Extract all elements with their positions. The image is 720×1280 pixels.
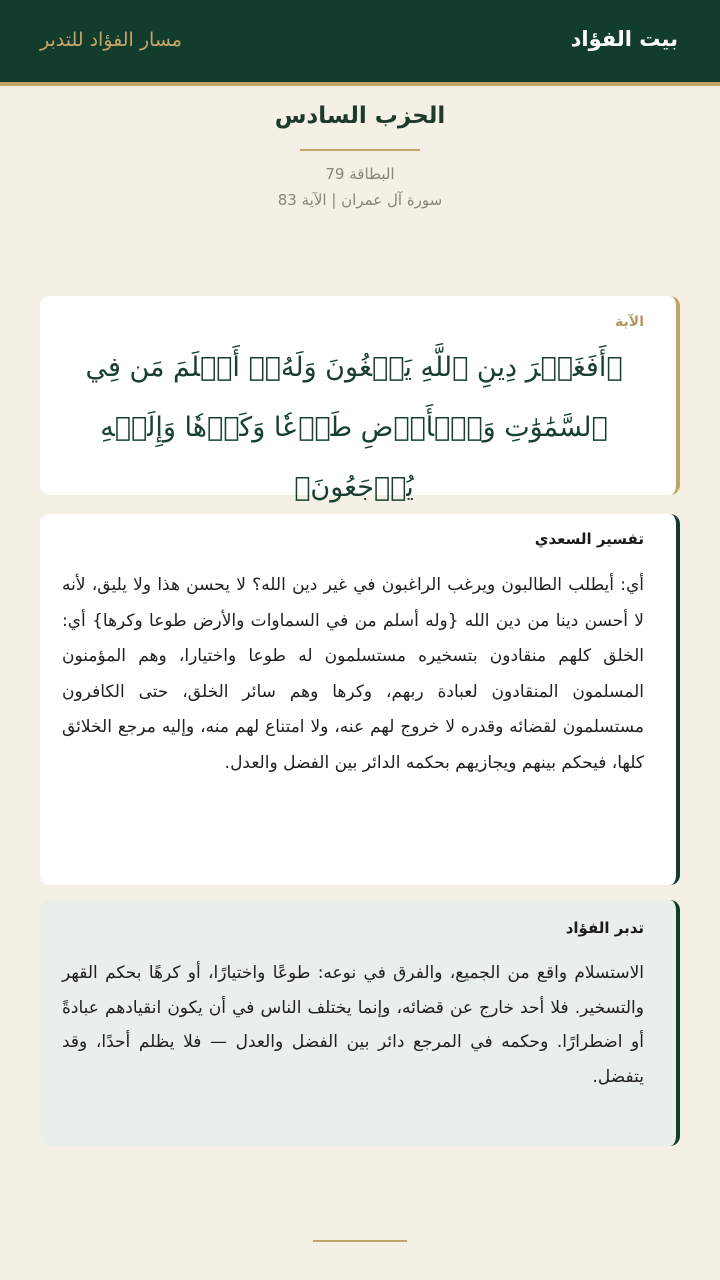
verse-card-label: الآية — [615, 314, 644, 330]
tafsir-text: أي: أيطلب الطالبون ويرغب الراغبون في غير دين الله؟ لا يحسن هذا ولا يليق، لأنه لا أحسن دينا من دين الله {وله أسلم من في السماوات والأرض طوعا وكرها} أي: الخلق كلهم منقادون بتسخيره مستسلمون له طوعا واختيارا، وهم المؤمنون المسلمون المنقادون لعبادة ربهم، وكرها وهم سائر الخلق، حتى الكافرون مستسلمون لقضائه وقدره لا خروج لهم عنه، ولا امتناع لهم منه، وإليه مرجع الخلائق كلها، فيحكم بينهم ويجازيهم بحكمه الدائر بين الفضل والعدل. — [62, 575, 644, 773]
footer-divider — [313, 1240, 407, 1242]
title-divider — [300, 149, 420, 151]
tafsir-card-label: تفسير السعدي — [534, 530, 644, 548]
verse-text: ﴿أَفَغَيۡرَ دِينِ ٱللَّهِ يَبۡغُونَ وَلَهُۥٓ أَسۡلَمَ مَن فِي ٱلسَّمَٰوَٰتِ وَٱلۡأَرۡضِ طَوۡعٗا وَكَرۡهٗا وَإِلَيۡهِ يُرۡجَعُونَ﴾ — [85, 352, 623, 503]
tadabbur-card-label: تدبر الفؤاد — [565, 919, 644, 937]
top-app-bar — [0, 0, 720, 86]
card-number: البطاقة 79 — [325, 165, 395, 183]
verse-card — [40, 296, 680, 503]
brand-title[interactable]: بيت الفؤاد — [570, 27, 678, 51]
hizb-title: الحزب السادس — [274, 103, 446, 129]
path-link[interactable]: مسار الفؤاد للتدبر — [40, 29, 182, 51]
tafsir-card — [40, 514, 680, 885]
tadabbur-card — [40, 900, 680, 1146]
surah-reference: سورة آل عمران | الآية 83 — [277, 191, 443, 209]
card-heading — [0, 103, 720, 209]
tadabbur-text: الاستسلام واقع من الجميع، والفرق في نوعه: طوعًا واختيارًا، أو كرهًا بحكم القهر والتسخير. فلا أحد خارج عن قضائه، وإنما يختلف الناس في أن يكون انقيادهم عبادةً أو اضطرارًا. وحكمه في المرجع دائر بين الفضل والعدل — فلا يظلم أحدًا، وقد يتفضل. — [62, 963, 644, 1087]
